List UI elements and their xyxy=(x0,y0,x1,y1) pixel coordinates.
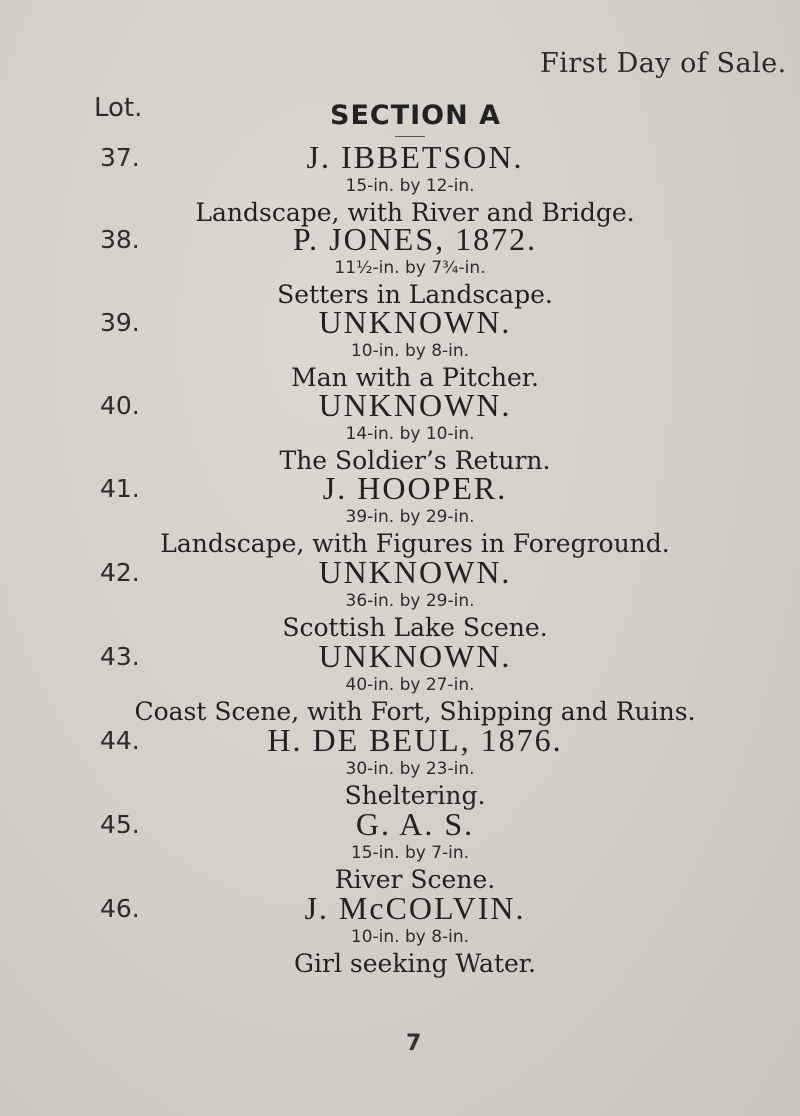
lot-title: Scottish Lake Scene. xyxy=(282,613,548,642)
lot-number: 41. xyxy=(100,474,140,503)
lot-title: Landscape, with River and Bridge. xyxy=(195,198,635,227)
lot-dimensions: 40-in. by 27-in. xyxy=(345,675,475,695)
lot-number: 45. xyxy=(100,810,140,839)
lot-dimensions: 15-in. by 7-in. xyxy=(350,843,470,863)
lot-title: River Scene. xyxy=(334,865,496,894)
lot-number: 42. xyxy=(100,558,140,587)
lot-artist: G. A. S. xyxy=(355,806,475,842)
page-number: 7 xyxy=(406,1031,422,1056)
lot-title: Setters in Landscape. xyxy=(277,280,553,309)
lot-artist: J. IBBETSON. xyxy=(306,139,524,175)
section-rule xyxy=(395,136,425,137)
lot-title: Sheltering. xyxy=(344,781,486,810)
lot-number: 40. xyxy=(100,391,140,420)
section-title: SECTION A xyxy=(330,100,502,131)
lot-artist: UNKNOWN. xyxy=(318,638,512,674)
lot-number: 44. xyxy=(100,726,140,755)
lot-entry xyxy=(0,890,800,1004)
lot-dimensions: 36-in. by 29-in. xyxy=(345,591,475,611)
lot-title: Coast Scene, with Fort, Shipping and Ruins. xyxy=(134,697,696,726)
lot-number: 38. xyxy=(100,225,140,254)
lot-artist: J. HOOPER. xyxy=(322,470,508,506)
lot-dimensions: 30-in. by 23-in. xyxy=(345,759,475,779)
lot-dimensions: 11½-in. by 7¾-in. xyxy=(334,258,486,278)
lot-dimensions: 14-in. by 10-in. xyxy=(345,424,475,444)
lot-dimensions: 15-in. by 12-in. xyxy=(345,176,475,196)
lot-artist: J. McCOLVIN. xyxy=(304,890,526,926)
lot-number: 43. xyxy=(100,642,140,671)
lot-artist: UNKNOWN. xyxy=(318,554,512,590)
lot-dimensions: 10-in. by 8-in. xyxy=(350,927,470,947)
lot-artist: P. JONES, 1872. xyxy=(292,221,538,257)
lot-title: The Soldier’s Return. xyxy=(279,446,551,475)
lot-title: Landscape, with Figures in Foreground. xyxy=(160,529,670,558)
lot-dimensions: 39-in. by 29-in. xyxy=(345,507,475,527)
page-header: First Day of Sale. xyxy=(540,48,787,79)
lot-artist: H. DE BEUL, 1876. xyxy=(267,722,563,758)
lot-artist: UNKNOWN. xyxy=(318,304,512,340)
lot-title: Man with a Pitcher. xyxy=(291,363,539,392)
lot-title: Girl seeking Water. xyxy=(294,949,536,978)
lot-number: 46. xyxy=(100,894,140,923)
lot-number: 39. xyxy=(100,308,140,337)
lot-artist: UNKNOWN. xyxy=(318,387,512,423)
lot-dimensions: 10-in. by 8-in. xyxy=(350,341,470,361)
lot-column-label: Lot. xyxy=(94,93,143,123)
lot-number: 37. xyxy=(100,143,140,172)
